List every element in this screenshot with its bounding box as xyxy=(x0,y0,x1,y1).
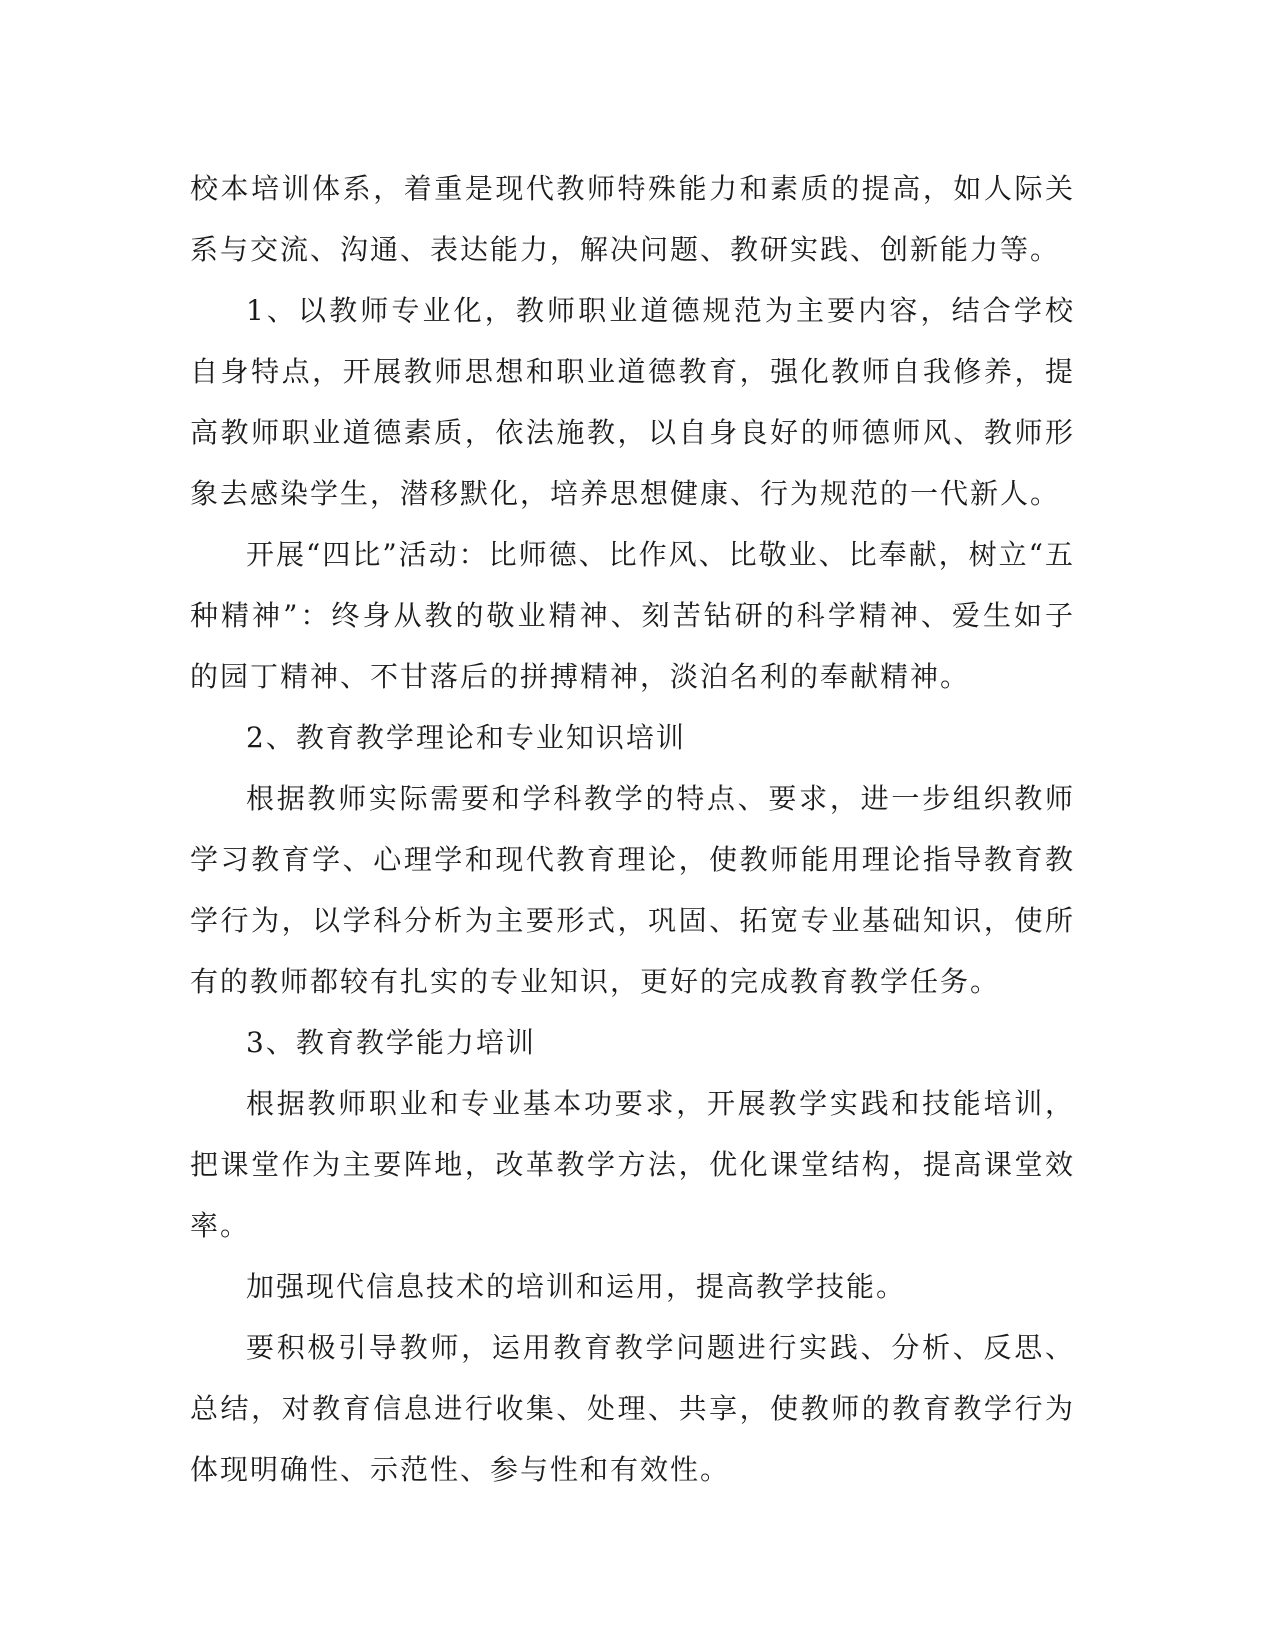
paragraph-reflection: 要积极引导教师，运用教育教学问题进行实践、分析、反思、总结，对教育信息进行收集、处理、共享，使教师的教育教学行为体现明确性、示范性、参与性和有效性。 xyxy=(190,1331,1075,1486)
paragraph-four-comparisons: 开展“四比”活动：比师德、比作风、比敬业、比奉献，树立“五种精神”：终身从教的敬业精神、刻苦钻研的科学精神、爱生如子的园丁精神、不甘落后的拼搏精神，淡泊名利的奉献精神。 xyxy=(190,538,1075,693)
heading-item-3-ability-training: 3、教育教学能力培训 xyxy=(246,1026,536,1059)
paragraph-ability-training: 根据教师职业和专业基本功要求，开展教学实践和技能培训，把课堂作为主要阵地，改革教学方法，优化课堂结构，提高课堂效率。 xyxy=(190,1087,1075,1242)
paragraph-it-training: 加强现代信息技术的培训和运用，提高教学技能。 xyxy=(246,1270,907,1303)
document-body xyxy=(190,158,1075,1500)
paragraph-item-1-ethics: 1、以教师专业化，教师职业道德规范为主要内容，结合学校自身特点，开展教师思想和职业道德教育，强化教师自我修养，提高教师职业道德素质，依法施教，以自身良好的师德师风、教师形象去感染学生，潜移默化，培养思想健康、行为规范的一代新人。 xyxy=(190,294,1075,510)
paragraph-theory-training: 根据教师实际需要和学科教学的特点、要求，进一步组织教师学习教育学、心理学和现代教育理论，使教师能用理论指导教育教学行为，以学科分析为主要形式，巩固、拓宽专业基础知识，使所有的教师都较有扎实的专业知识，更好的完成教育教学任务。 xyxy=(190,782,1075,998)
heading-item-2-theory-training: 2、教育教学理论和专业知识培训 xyxy=(246,721,686,754)
paragraph-continuation: 校本培训体系，着重是现代教师特殊能力和素质的提高，如人际关系与交流、沟通、表达能力，解决问题、教研实践、创新能力等。 xyxy=(190,172,1075,266)
